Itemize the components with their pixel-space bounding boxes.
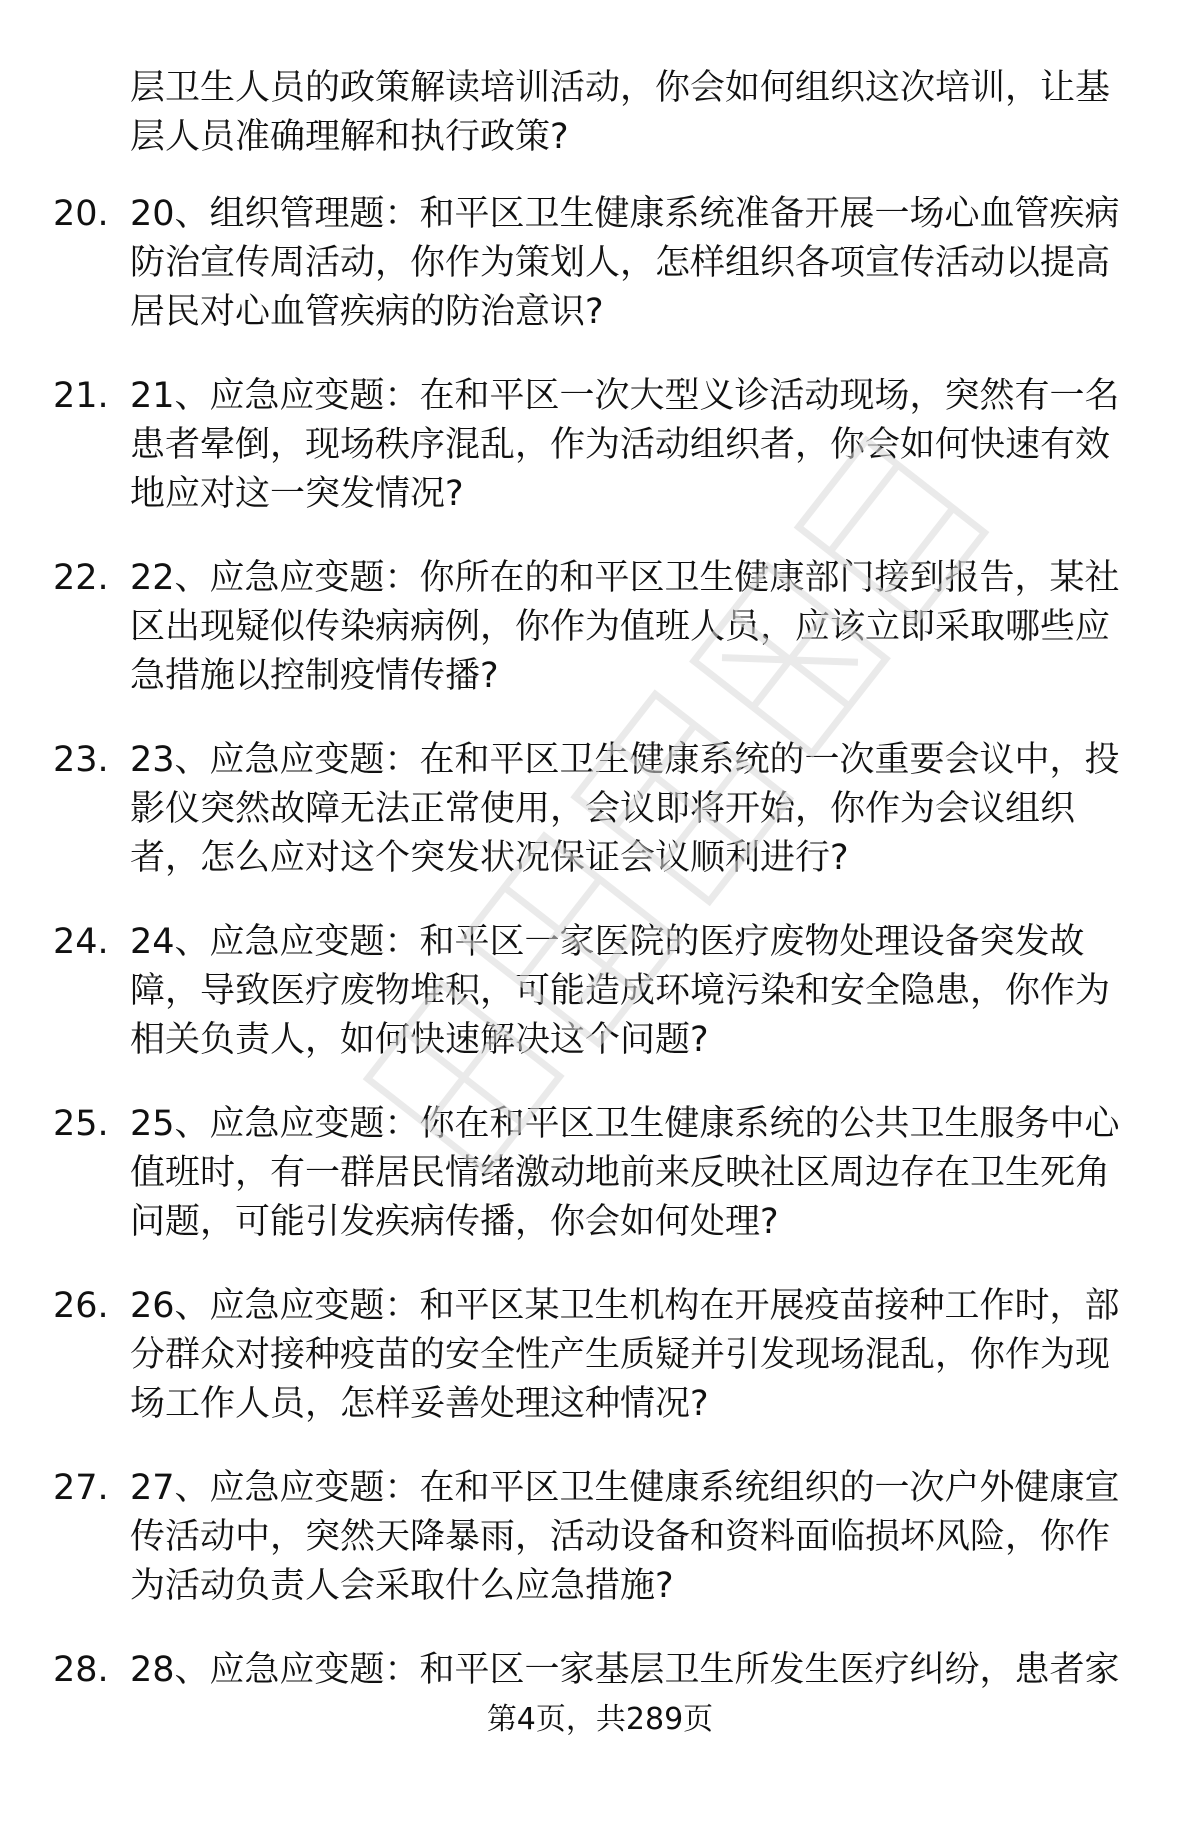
list-item [0,1282,1200,1464]
question-number: 27. [53,1468,109,1508]
question-list [0,190,1200,1828]
question-text: 24、应急应变题：和平区一家医院的医疗废物处理设备突发故障，导致医疗废物堆积，可能造成环境污染和安全隐患，你作为相关负责人，如何快速解决这个问题? [130,922,1111,1060]
question-number: 20. [53,194,109,234]
question-number: 24. [53,922,109,962]
list-item [0,1464,1200,1646]
list-item [0,736,1200,918]
question-number: 23. [53,740,109,780]
question-text: 22、应急应变题：你所在的和平区卫生健康部门接到报告，某社区出现疑似传染病病例，你作为值班人员，应该立即采取哪些应急措施以控制疫情传播? [130,558,1120,696]
question-text: 25、应急应变题：你在和平区卫生健康系统的公共卫生服务中心值班时，有一群居民情绪激动地前来反映社区周边存在卫生死角问题，可能引发疾病传播，你会如何处理? [130,1104,1120,1242]
question-text: 28、应急应变题：和平区一家基层卫生所发生医疗纠纷，患者家 [130,1650,1120,1690]
question-text: 26、应急应变题：和平区某卫生机构在开展疫苗接种工作时，部分群众对接种疫苗的安全性产生质疑并引发现场混乱，你作为现场工作人员，怎样妥善处理这种情况? [130,1286,1120,1424]
question-text: 23、应急应变题：在和平区卫生健康系统的一次重要会议中，投影仪突然故障无法正常使用，会议即将开始，你作为会议组织者，怎么应对这个突发状况保证会议顺利进行? [130,740,1120,878]
question-number: 25. [53,1104,109,1144]
question-text: 21、应急应变题：在和平区一次大型义诊活动现场，突然有一名患者晕倒，现场秩序混乱，作为活动组织者，你会如何快速有效地应对这一突发情况? [130,376,1120,514]
question-number: 21. [53,376,109,416]
list-item [0,190,1200,372]
list-item [0,1100,1200,1282]
question-number: 22. [53,558,109,598]
question-number: 28. [53,1650,109,1690]
list-item [0,554,1200,736]
list-item [0,372,1200,554]
continued-paragraph: 层卫生人员的政策解读培训活动，你会如何组织这次培训，让基层人员准确理解和执行政策? [130,68,1111,157]
question-number: 26. [53,1286,109,1326]
list-item [0,918,1200,1100]
question-text: 27、应急应变题：在和平区卫生健康系统组织的一次户外健康宣传活动中，突然天降暴雨，活动设备和资料面临损坏风险，你作为活动负责人会采取什么应急措施? [130,1468,1120,1606]
page-footer: 第4页，共289页 [486,1702,714,1737]
question-text: 20、组织管理题：和平区卫生健康系统准备开展一场心血管疾病防治宣传周活动，你作为策划人，怎样组织各项宣传活动以提高居民对心血管疾病的防治意识? [130,194,1120,332]
